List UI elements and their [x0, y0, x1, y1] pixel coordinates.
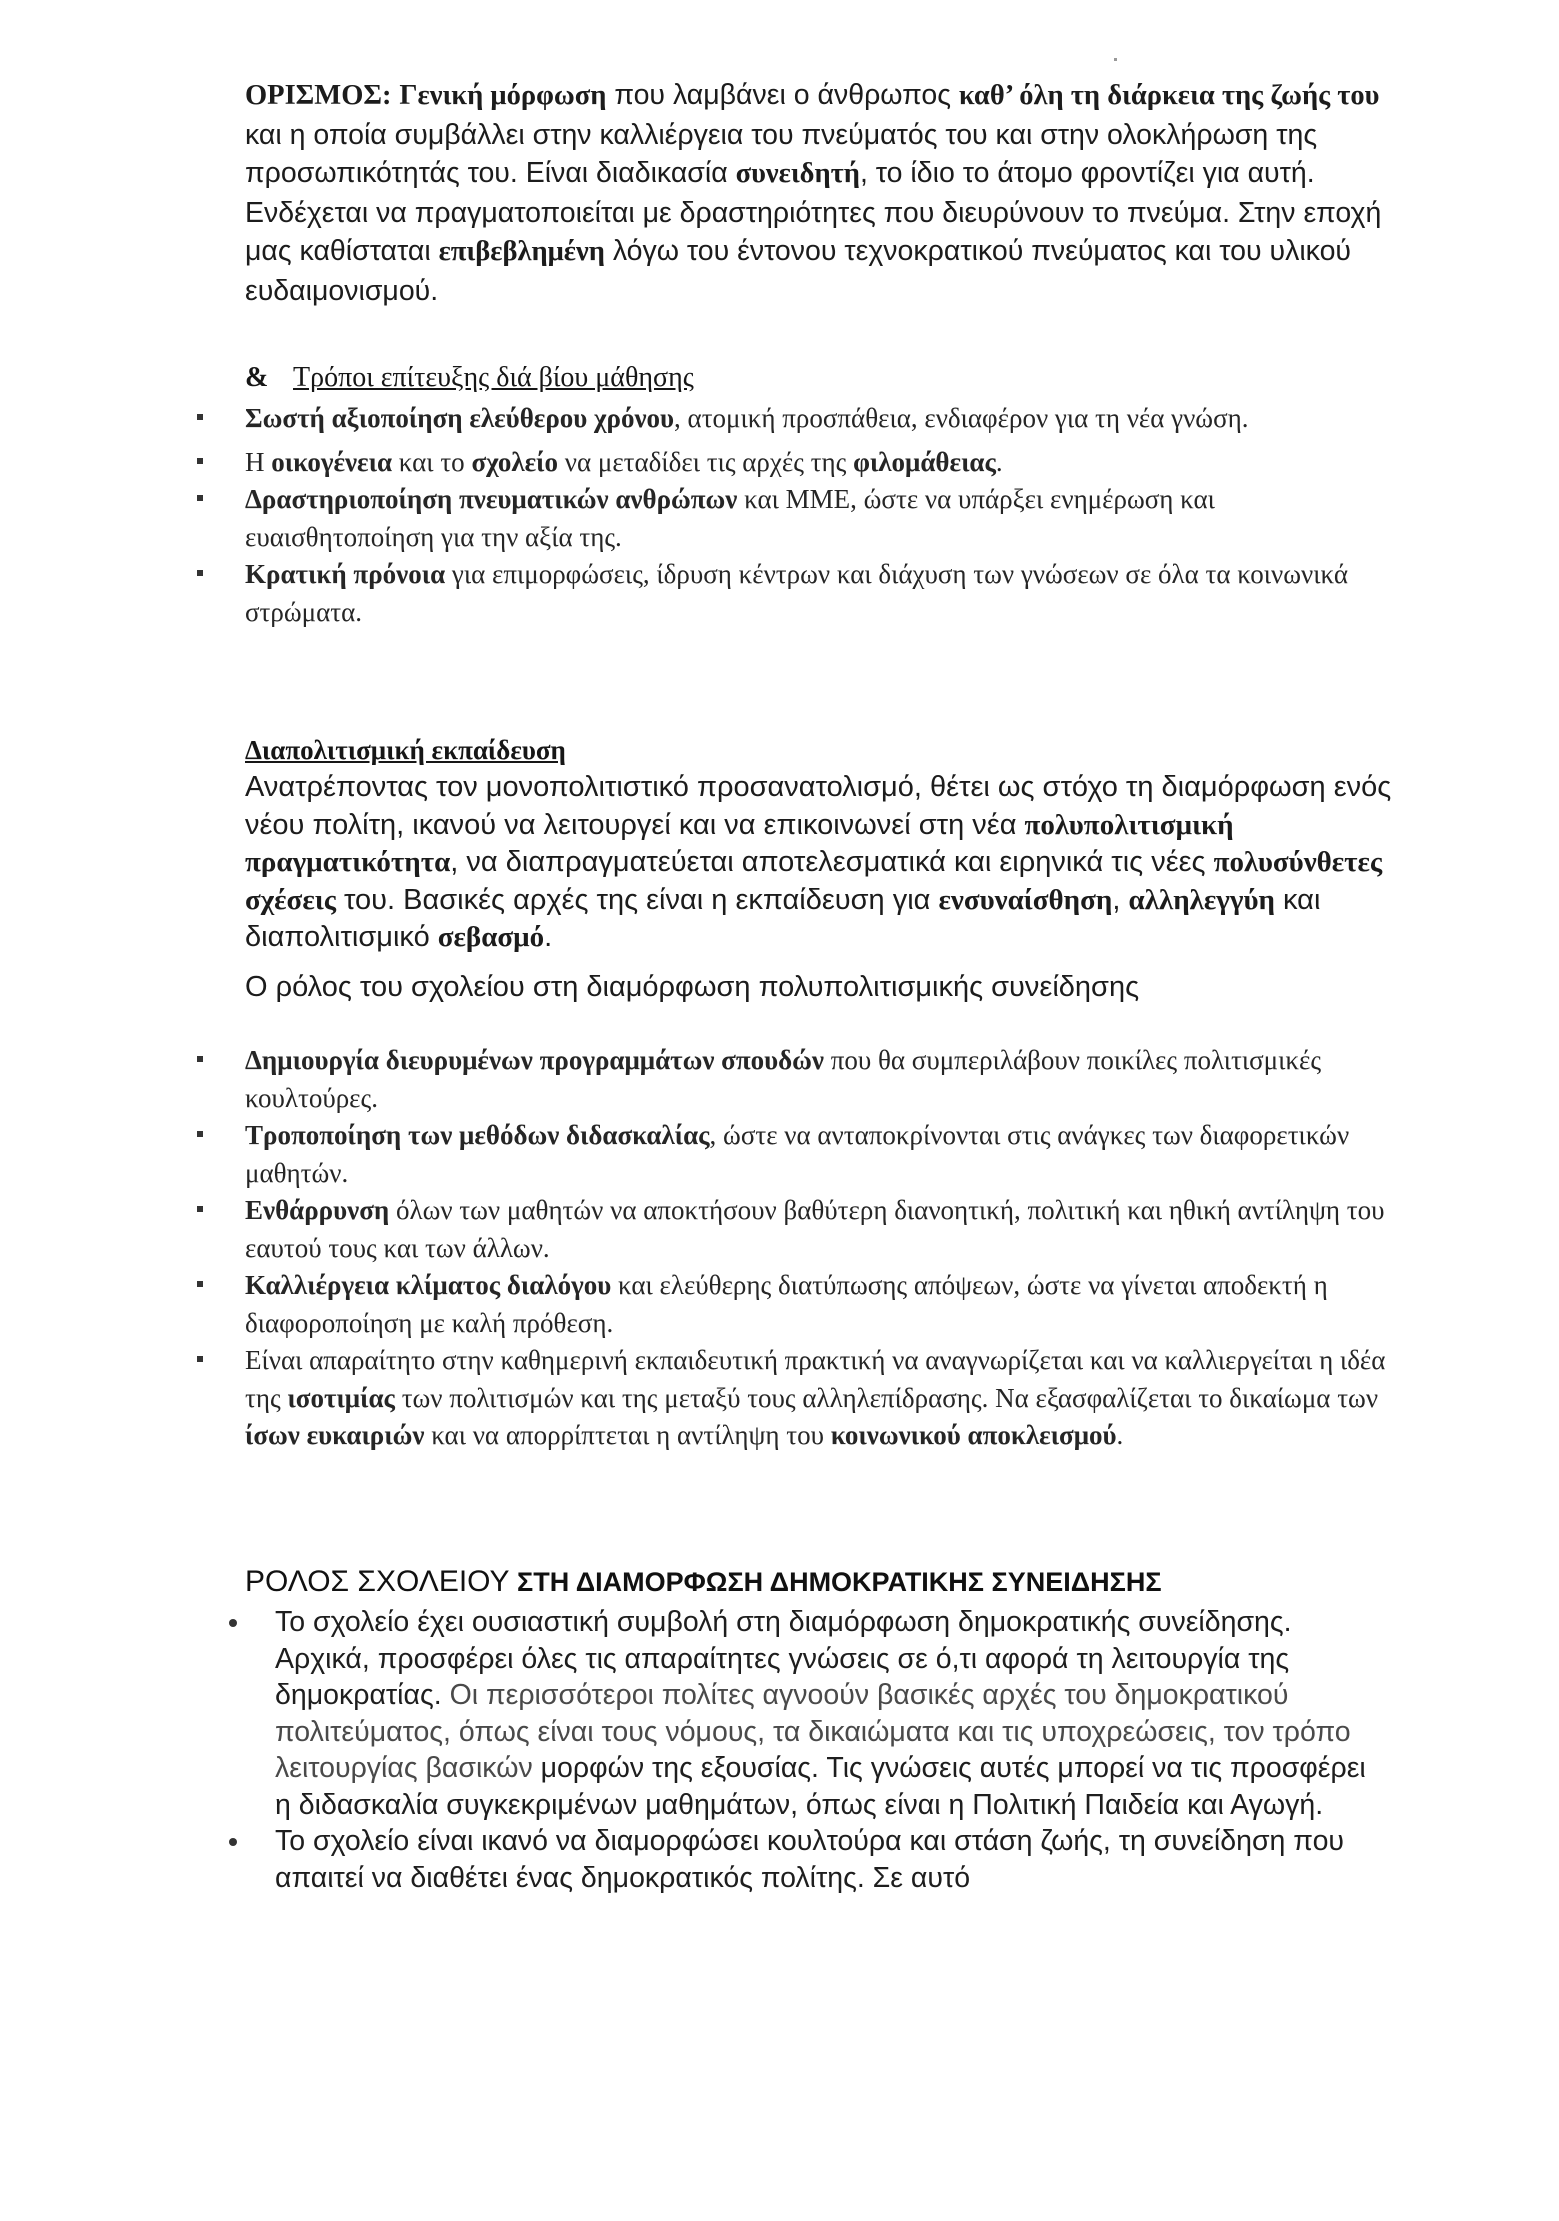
square-bullet-icon [197, 570, 203, 576]
definition-text: λόγω του έντονου τεχνοκρατικού πνεύματος και του υλικού ευδαιμονισμού. [245, 235, 1351, 307]
ways-heading [245, 362, 694, 394]
definition-emphasis: καθ’ όλη τη διάρκεια της ζωής του [958, 80, 1380, 111]
square-bullet-icon [197, 1281, 203, 1287]
definition-emphasis: επιβεβλημένη [438, 236, 605, 267]
intercultural-title: Διαπολιτισμική εκπαίδευση [245, 735, 566, 765]
square-bullet-icon [197, 495, 203, 501]
square-bullet-icon [197, 1206, 203, 1212]
definition-paragraph [245, 76, 1395, 310]
definition-emphasis: συνειδητή [735, 158, 860, 189]
definition-text: που λαμβάνει ο άνθρωπος [606, 79, 959, 111]
definition-text: , το ίδιο το άτομο φροντίζει για αυτή. Ενδέχεται να πραγματοποιείται με δραστηριότητες που διευρύνουν το πνεύμα. Στην εποχή μας καθίσταται [245, 157, 1382, 267]
democratic-title: ΡΟΛΟΣ ΣΧΟΛΕΙΟΥ ΣΤΗ ΔΙΑΜΟΡΦΩΣΗ ΔΗΜΟΚΡΑΤΙΚΗΣ ΣΥΝΕΙΔΗΣΗΣ [245, 1565, 1162, 1598]
democratic-list [275, 1604, 1385, 1896]
list-item: Ενθάρρυνση όλων των μαθητών να αποκτήσουν βαθύτερη διανοητική, πολιτική και ηθική αντίληψη του εαυτού τους και των άλλων. [245, 1192, 1405, 1267]
list-item: Είναι απαραίτητο στην καθημερινή εκπαιδευτική πρακτική να αναγνωρίζεται και να καλλιεργείται η ιδέα της ισοτιμίας των πολιτισμών και της μεταξύ τους αλληλεπίδρασης. Να εξασφαλίζεται το δικαίωμα των ίσων ευκαιριών και να απορρίπτεται η αντίληψη του κοινωνικού αποκλεισμού. [245, 1342, 1405, 1455]
ampersand-marker: & [245, 362, 269, 393]
round-bullet-icon [229, 1838, 237, 1846]
square-bullet-icon [197, 1356, 203, 1362]
list-item: Δραστηριοποίηση πνευματικών ανθρώπων και ΜΜΕ, ώστε να υπάρξει ενημέρωση και ευαισθητοποίηση για την αξία της. [245, 481, 1405, 556]
list-item: Το σχολείο έχει ουσιαστική συμβολή στη διαμόρφωση δημοκρατικής συνείδησης. Αρχικά, προσφέρει όλες τις απαραίτητες γνώσεις σε ό,τι αφορά τη λειτουργία της δημοκρατίας. Οι περισσότεροι πολίτες αγνοούν βασικές αρχές του δημοκρατικού πολιτεύματος, όπως είναι τους νόμους, τα δικαιώματα και τις υποχρεώσεις, τον τρόπο λειτουργίας βασικών μορφών της εξουσίας. Τις γνώσεις αυτές μπορεί να τις προσφέρει η διδασκαλία συγκεκριμένων μαθημάτων, όπως είναι η Πολιτική Παιδεία και Αγωγή. [275, 1604, 1385, 1823]
list-item: Το σχολείο είναι ικανό να διαμορφώσει κουλτούρα και στάση ζωής, τη συνείδηση που απαιτεί να διαθέτει ένας δημοκρατικός πολίτης. Σε αυτό [275, 1823, 1385, 1896]
definition-label: ΟΡΙΣΜΟΣ: [245, 80, 392, 111]
list-item: Δημιουργία διευρυμένων προγραμμάτων σπουδών που θα συμπεριλάβουν ποικίλες πολιτισμικές κουλτούρες. [245, 1042, 1405, 1117]
square-bullet-icon [197, 1056, 203, 1062]
square-bullet-icon [197, 458, 203, 464]
school-role-list [245, 1042, 1405, 1455]
list-item: Σωστή αξιοποίηση ελεύθερου χρόνου, ατομική προσπάθεια, ενδιαφέρον για τη νέα γνώση. [245, 400, 1405, 438]
definition-text: και η οποία συμβάλλει στην καλλιέργεια του πνεύματός του και στην ολοκλήρωση της προσωπικότητάς του. Είναι διαδικασία [245, 118, 1318, 189]
scan-speck [1114, 58, 1117, 61]
list-item: Τροποποίηση των μεθόδων διδασκαλίας, ώστε να ανταποκρίνονται στις ανάγκες των διαφορετικών μαθητών. [245, 1117, 1405, 1192]
round-bullet-icon [229, 1619, 237, 1627]
intercultural-paragraph: Ανατρέποντας τον μονοπολιτιστικό προσανατολισμό, θέτει ως στόχο τη διαμόρφωση ενός νέου πολίτη, ικανού να λειτουργεί και να επικοινωνεί στη νέα πολυπολιτισμική πραγματικότητα, να διαπραγματεύεται αποτελεσματικά και ειρηνικά τις νέες πολυσύνθετες σχέσεις του. Βασικές αρχές της είναι η εκπαίδευση για ενσυναίσθηση, αλληλεγγύη και διαπολιτισμικό σεβασμό. [245, 771, 1392, 953]
ways-heading-text: Τρόποι επίτευξης διά βίου μάθησης [293, 362, 694, 393]
list-item: Κρατική πρόνοια για επιμορφώσεις, ίδρυση κέντρων και διάχυση των γνώσεων σε όλα τα κοινωνικά στρώματα. [245, 556, 1405, 631]
square-bullet-icon [197, 414, 203, 420]
definition-term: Γενική μόρφωση [399, 80, 607, 111]
school-role-subheading: Ο ρόλος του σχολείου στη διαμόρφωση πολυπολιτισμικής συνείδησης [245, 971, 1140, 1003]
list-item: Η οικογένεια και το σχολείο να μεταδίδει τις αρχές της φιλομάθειας. [245, 444, 1405, 482]
list-item: Καλλιέργεια κλίματος διαλόγου και ελεύθερης διατύπωσης απόψεων, ώστε να γίνεται αποδεκτή η διαφοροποίηση με καλή πρόθεση. [245, 1267, 1405, 1342]
square-bullet-icon [197, 1131, 203, 1137]
ways-list [245, 400, 1405, 631]
